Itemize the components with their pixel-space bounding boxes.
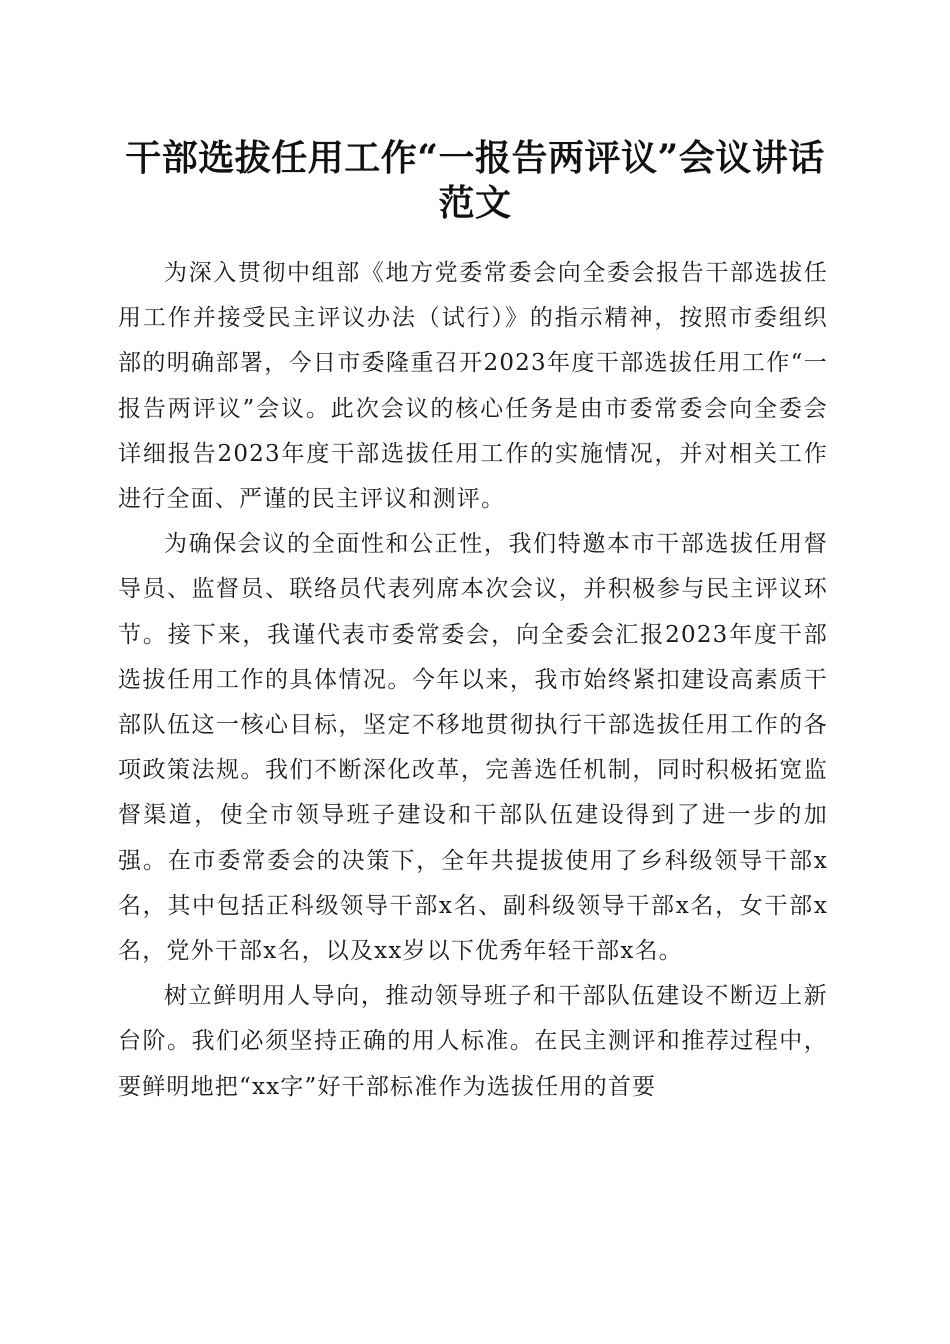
paragraph-2: 为确保会议的全面性和公正性，我们特邀本市干部选拔任用督导员、监督员、联络员代表列席本次会议，并积极参与民主评议环节。接下来，我谨代表市委常委会，向全委会汇报2023年度干部选拔任用工作的具体情况。今年以来，我市始终紧扣建设高素质干部队伍这一核心目标，坚定不移地贯彻执行干部选拔任用工作的各项政策法规。我们不断深化改革，完善选任机制，同时积极拓宽监督渠道，使全市领导班子建设和干部队伍建设得到了进一步的加强。在市委常委会的决策下，全年共提拔使用了乡科级领导干部x名，其中包括正科级领导干部x名、副科级领导干部x名，女干部x名，党外干部x名，以及xx岁以下优秀年轻干部x名。 [118, 531, 828, 965]
title-line-1: 干部选拔任用工作“一报告两评议”会议讲话 [125, 137, 825, 179]
document-title [110, 136, 840, 226]
title-line-2: 范文 [438, 182, 512, 224]
document-body [118, 251, 828, 1110]
paragraph-1: 为深入贯彻中组部《地方党委常委会向全委会报告干部选拔任用工作并接受民主评议办法（试行）》的指示精神，按照市委组织部的明确部署，今日市委隆重召开2023年度干部选拔任用工作“一报告两评议”会议。此次会议的核心任务是由市委常委会向全委会详细报告2023年度干部选拔任用工作的实施情况，并对相关工作进行全面、严谨的民主评议和测评。 [118, 260, 828, 513]
paragraph-3: 树立鲜明用人导向，推动领导班子和干部队伍建设不断迈上新台阶。我们必须坚持正确的用人标准。在民主测评和推荐过程中，要鲜明地把“xx字”好干部标准作为选拔任用的首要 [118, 983, 828, 1100]
